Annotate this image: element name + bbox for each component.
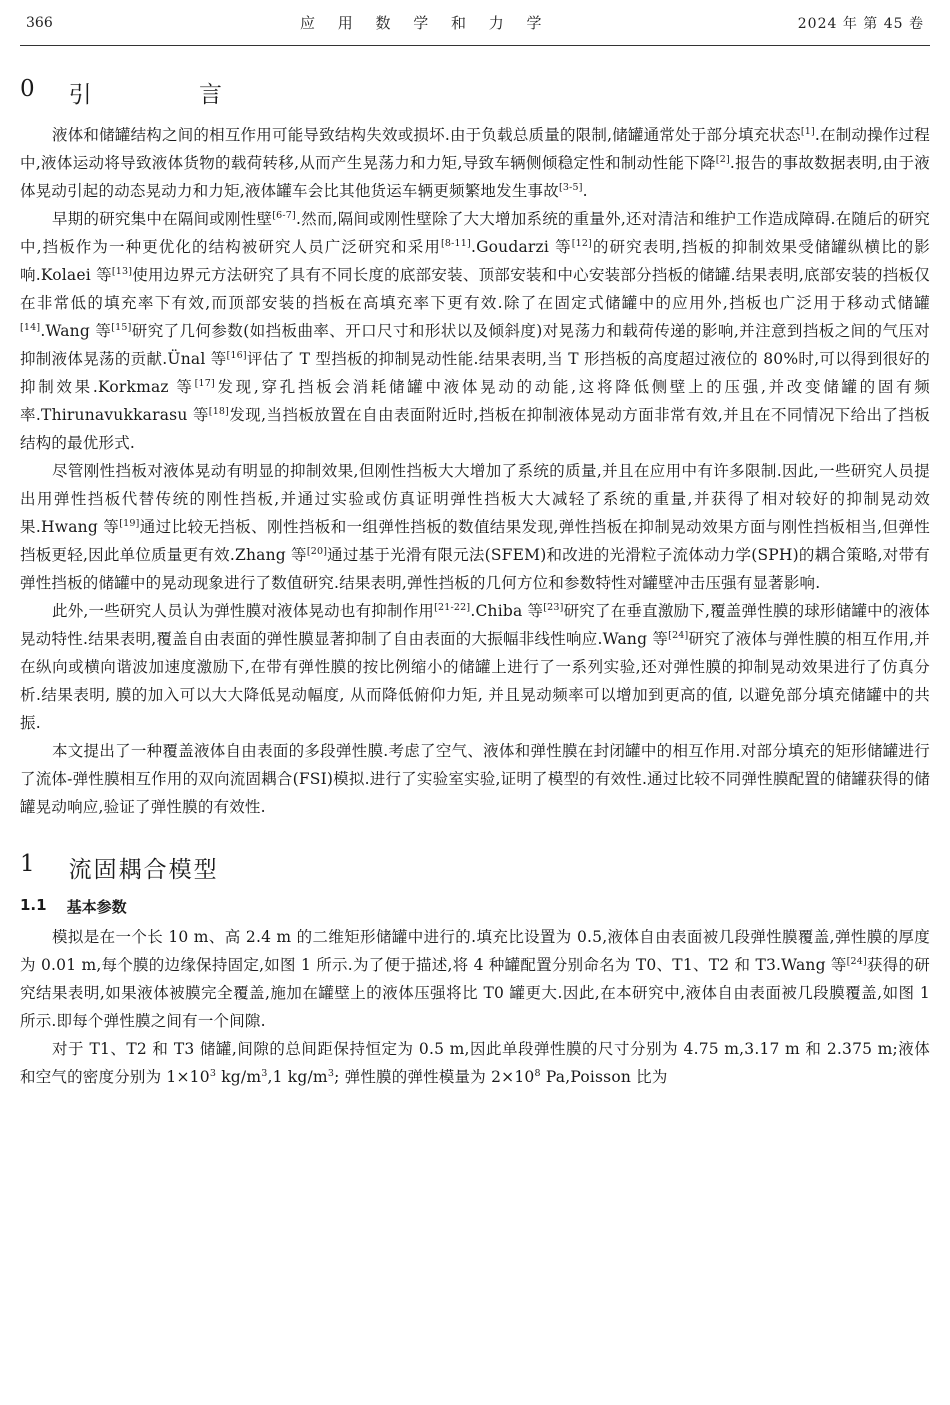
- paragraph-text: 尽管刚性挡板对液体晃动有明显的抑制效果,但刚性挡板大大增加了系统的质量,并且在应用中有许多限制.因此,一些研究人员提出用弹性挡板代替传统的刚性挡板,并通过实验或仿真证明弹性挡板大大减轻了系统的重量,并获得了相对较好的抑制晃动效果.Hwang 等: [20, 462, 930, 536]
- paragraph-text: .: [582, 182, 588, 200]
- paragraph-text: 通过比较无挡板、刚性挡板和一组弹性挡板的数值结果发现,弹性挡板在抑制晃动效果方面与刚性挡板相当,但弹性挡板更轻,因此单位质量更有效.Zhang 等: [20, 518, 930, 564]
- section-title: 流固耦合模型: [68, 857, 219, 883]
- journal-title: 应 用 数 学 和 力 学: [299, 14, 551, 32]
- citation-reference[interactable]: [12]: [571, 238, 592, 249]
- paragraph-text: Pa,Poisson 比为: [540, 1068, 668, 1086]
- paragraph-text: 发现,当挡板放置在自由表面附近时,挡板在抑制液体晃动方面非常有效,并且在不同情况下给出了挡板结构的最优形式.: [20, 406, 930, 452]
- subsection-number: 1.1: [20, 896, 47, 914]
- citation-reference[interactable]: [6-7]: [272, 210, 296, 221]
- paragraph-text: 对于 T1、T2 和 T3 储罐,间隙的总间距保持恒定为 0.5 m,因此单段弹性膜的尺寸分别为 4.75 m,3.17 m 和 2.375 m;液体和空气的密度分别为 1×10: [20, 1040, 930, 1086]
- body-paragraph: [20, 205, 930, 457]
- citation-reference[interactable]: [16]: [226, 350, 247, 361]
- citation-reference[interactable]: [13]: [111, 266, 133, 277]
- paragraph-text: .在制动操作过程中,液体运动将导致液体货物的载荷转移,从而产生晃荡力和力矩,导致车辆侧倾稳定性和制动性能下降: [20, 126, 930, 172]
- paragraph-text: 模拟是在一个长 10 m、高 2.4 m 的二维矩形储罐中进行的.填充比设置为 0.5,液体自由表面被几段弹性膜覆盖,弹性膜的厚度为 0.01 m,每个膜的边缘保持固定,如图 1 所示.为了便于描述,将 4 种罐配置分别命名为 T0、T1、T2 和 T3.Wang 等: [20, 928, 930, 974]
- superscript-exponent: 8: [534, 1068, 541, 1079]
- citation-reference[interactable]: [17]: [194, 378, 215, 389]
- body-paragraph: [20, 1035, 930, 1091]
- paragraph-text: 获得的研究结果表明,如果液体被膜完全覆盖,施加在罐壁上的液体压强将比 T0 罐更大.因此,在本研究中,液体自由表面被几段膜覆盖,如图 1 所示.即每个弹性膜之间有一个间隙.: [20, 956, 930, 1030]
- subsection-heading-basic-parameters: [20, 896, 930, 917]
- section-heading-fsi-model: [20, 851, 930, 884]
- citation-reference[interactable]: [23]: [543, 602, 564, 613]
- paragraph-text: kg/m: [216, 1068, 262, 1086]
- paragraph-text: .报告的事故数据表明,由于液体晃动引起的动态晃动力和力矩,液体罐车会比其他货运车辆更频繁地发生事故: [20, 154, 931, 200]
- citation-reference[interactable]: [14]: [20, 322, 41, 333]
- section-number: 0: [20, 76, 37, 102]
- paragraph-text: .Goudarzi 等: [470, 238, 572, 256]
- paragraph-text: 评估了 T 型挡板的抑制晃动性能.结果表明,当 T 形挡板的高度超过液位的 80%时,可以得到很好的抑制效果.Korkmaz 等: [20, 350, 930, 396]
- citation-reference[interactable]: [19]: [119, 518, 140, 529]
- citation-reference[interactable]: [1]: [800, 126, 815, 137]
- citation-reference[interactable]: [21-22]: [434, 602, 471, 613]
- body-paragraph: [20, 923, 930, 1035]
- paragraph-text: 此外,一些研究人员认为弹性膜对液体晃动也有抑制作用: [52, 602, 435, 620]
- paragraph-text: 通过基于光滑有限元法(SFEM)和改进的光滑粒子流体动力学(SPH)的耦合策略,对带有弹性挡板的储罐中的晃动现象进行了数值研究.结果表明,弹性挡板的几何方位和参数特性对罐壁冲击压强有显著影响.: [20, 546, 930, 592]
- citation-reference[interactable]: [15]: [111, 322, 132, 333]
- paragraph-text: 液体和储罐结构之间的相互作用可能导致结构失效或损坏.由于负载总质量的限制,储罐通常处于部分填充状态: [52, 126, 801, 144]
- paragraph-text: .Wang 等: [40, 322, 112, 340]
- volume-info: 2024 年 第 45 卷: [797, 15, 924, 32]
- basic-parameters-body: [20, 923, 930, 1091]
- paragraph-text: 使用边界元方法研究了具有不同长度的底部安装、顶部安装和中心安装部分挡板的储罐.结果表明,底部安装的挡板仅在非常低的填充率下有效,而顶部安装的挡板在高填充率下更有效.除了在固定式储罐中的应用外,挡板也广泛用于移动式储罐: [20, 266, 930, 312]
- paragraph-text: .Chiba 等: [470, 602, 544, 620]
- superscript-exponent: 3: [327, 1068, 335, 1079]
- page-number: 366: [26, 14, 53, 31]
- introduction-body: [20, 121, 930, 821]
- section-title: 引 言: [68, 82, 272, 108]
- paragraph-text: 的研究表明,挡板的抑制效果受储罐纵横比的影响.Kolaei 等: [20, 238, 930, 284]
- body-paragraph: [20, 737, 930, 821]
- section-heading-introduction: [20, 76, 930, 109]
- paragraph-text: ; 弹性膜的弹性模量为 2×10: [334, 1068, 535, 1086]
- body-paragraph: [20, 121, 930, 205]
- paragraph-text: 本文提出了一种覆盖液体自由表面的多段弹性膜.考虑了空气、液体和弹性膜在封闭罐中的相互作用.对部分填充的矩形储罐进行了流体-弹性膜相互作用的双向流固耦合(FSI)模拟.进行了实验室实验,证明了模型的有效性.通过比较不同弹性膜配置的储罐获得的储罐晃动响应,验证了弹性膜的有效性.: [20, 742, 930, 816]
- citation-reference[interactable]: [24]: [668, 630, 689, 641]
- paragraph-text: .然而,隔间或刚性壁除了大大增加系统的重量外,还对清洁和维护工作造成障碍.在随后的研究中,挡板作为一种更优化的结构被研究人员广泛研究和采用: [20, 210, 930, 256]
- paragraph-text: ,1 kg/m: [267, 1068, 328, 1086]
- body-paragraph: [20, 457, 930, 597]
- section-number: 1: [20, 851, 37, 877]
- paragraph-text: 研究了在垂直激励下,覆盖弹性膜的球形储罐中的液体晃动特性.结果表明,覆盖自由表面的弹性膜显著抑制了自由表面的大振幅非线性响应.Wang 等: [20, 602, 930, 648]
- paragraph-text: 研究了几何参数(如挡板曲率、开口尺寸和形状以及倾斜度)对晃荡力和载荷传递的影响,并注意到挡板之间的气压对抑制液体晃荡的贡献.Ünal 等: [20, 322, 930, 368]
- paragraph-text: 早期的研究集中在隔间或刚性壁: [52, 210, 273, 228]
- citation-reference[interactable]: [24]: [846, 956, 867, 967]
- citation-reference[interactable]: [20]: [306, 546, 328, 557]
- citation-reference[interactable]: [8-11]: [440, 238, 471, 249]
- superscript-exponent: 3: [261, 1068, 268, 1079]
- body-paragraph: [20, 597, 930, 737]
- paragraph-text: 发现,穿孔挡板会消耗储罐中液体晃动的动能,这将降低侧壁上的压强,并改变储罐的固有频率.Thirunavukkarasu 等: [20, 378, 930, 424]
- citation-reference[interactable]: [2]: [715, 154, 730, 165]
- superscript-exponent: 3: [209, 1068, 217, 1079]
- running-header: [20, 0, 930, 46]
- citation-reference[interactable]: [3-5]: [558, 182, 583, 193]
- citation-reference[interactable]: [18]: [208, 406, 230, 417]
- subsection-title: 基本参数: [66, 898, 127, 916]
- paragraph-text: 研究了液体与弹性膜的相互作用,并在纵向或横向谐波加速度激励下,在带有弹性膜的按比例缩小的储罐上进行了一系列实验,还对弹性膜的抑制晃动效果进行了仿真分析.结果表明, 膜的加入可以大大降低晃动幅度, 从而降低俯仰力矩, 并且晃动频率可以增加到更高的值, 以避免部分填充储罐中的共振.: [20, 630, 930, 732]
